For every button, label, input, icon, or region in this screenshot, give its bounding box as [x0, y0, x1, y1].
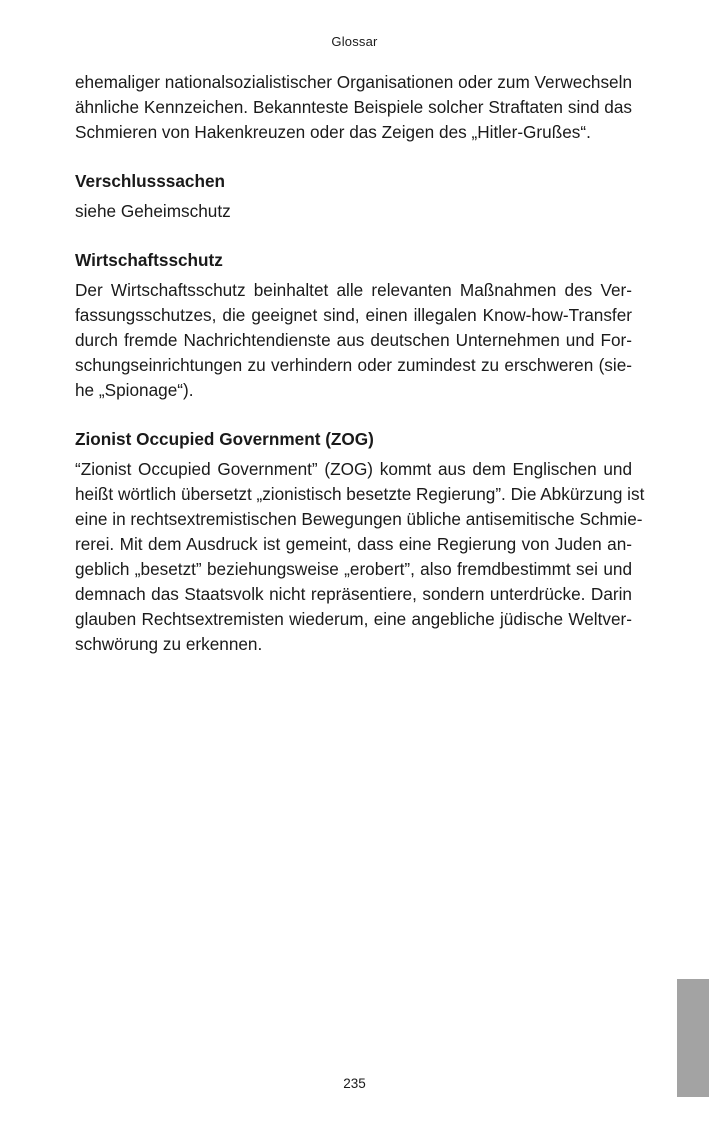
entry-definition	[75, 278, 632, 403]
entry-term: Wirtschaftsschutz	[75, 250, 223, 270]
text-line: ehemaliger nationalsozialistischer Organisationen oder zum Verwechseln	[75, 72, 632, 92]
entry-term: Zionist Occupied Government (ZOG)	[75, 429, 374, 449]
page-number: 235	[343, 1076, 366, 1091]
text-line: ähnliche Kennzeichen. Bekannteste Beispiele solcher Straftaten sind das	[75, 97, 632, 117]
text-line: eine in rechtsextremistischen Bewegungen übliche antisemitische Schmie-	[75, 509, 643, 529]
running-header: Glossar	[331, 34, 378, 49]
text-line: Der Wirtschaftsschutz beinhaltet alle relevanten Maßnahmen des Ver-	[75, 280, 632, 300]
entry-definition	[75, 457, 645, 657]
text-line: demnach das Staatsvolk nicht repräsentiere, sondern unterdrücke. Darin	[75, 584, 632, 604]
intro-paragraph	[75, 70, 632, 145]
text-line: schwörung zu erkennen.	[75, 634, 263, 654]
glossary-entry-verschlusssachen	[75, 169, 632, 224]
text-line: schungseinrichtungen zu verhindern oder zumindest zu erschweren (sie-	[75, 355, 632, 375]
entry-definition	[75, 199, 632, 224]
text-line: heißt wörtlich übersetzt „zionistisch besetzte Regierung”. Die Abkürzung ist	[75, 484, 645, 504]
thumb-index-tab	[677, 979, 709, 1097]
text-line: fassungsschutzes, die geeignet sind, einen illegalen Know-how-Transfer	[75, 305, 632, 325]
text-line: geblich „besetzt” beziehungsweise „erobert”, also fremdbestimmt sei und	[75, 559, 632, 579]
text-line: he „Spionage“).	[75, 380, 194, 400]
glossary-entry-zog	[75, 427, 645, 657]
text-line: Schmieren von Hakenkreuzen oder das Zeigen des „Hitler-Grußes“.	[75, 122, 591, 142]
glossary-entry-wirtschaftsschutz	[75, 248, 632, 403]
text-line: durch fremde Nachrichtendienste aus deutschen Unternehmen und For-	[75, 330, 632, 350]
text-line: glauben Rechtsextremisten wiederum, eine angebliche jüdische Weltver-	[75, 609, 632, 629]
text-line: rerei. Mit dem Ausdruck ist gemeint, dass eine Regierung von Juden an-	[75, 534, 632, 554]
entry-term: Verschlusssachen	[75, 171, 226, 191]
text-line: “Zionist Occupied Government” (ZOG) kommt aus dem Englischen und	[75, 459, 632, 479]
glossary-content	[75, 70, 645, 657]
text-line: siehe Geheimschutz	[75, 201, 231, 221]
